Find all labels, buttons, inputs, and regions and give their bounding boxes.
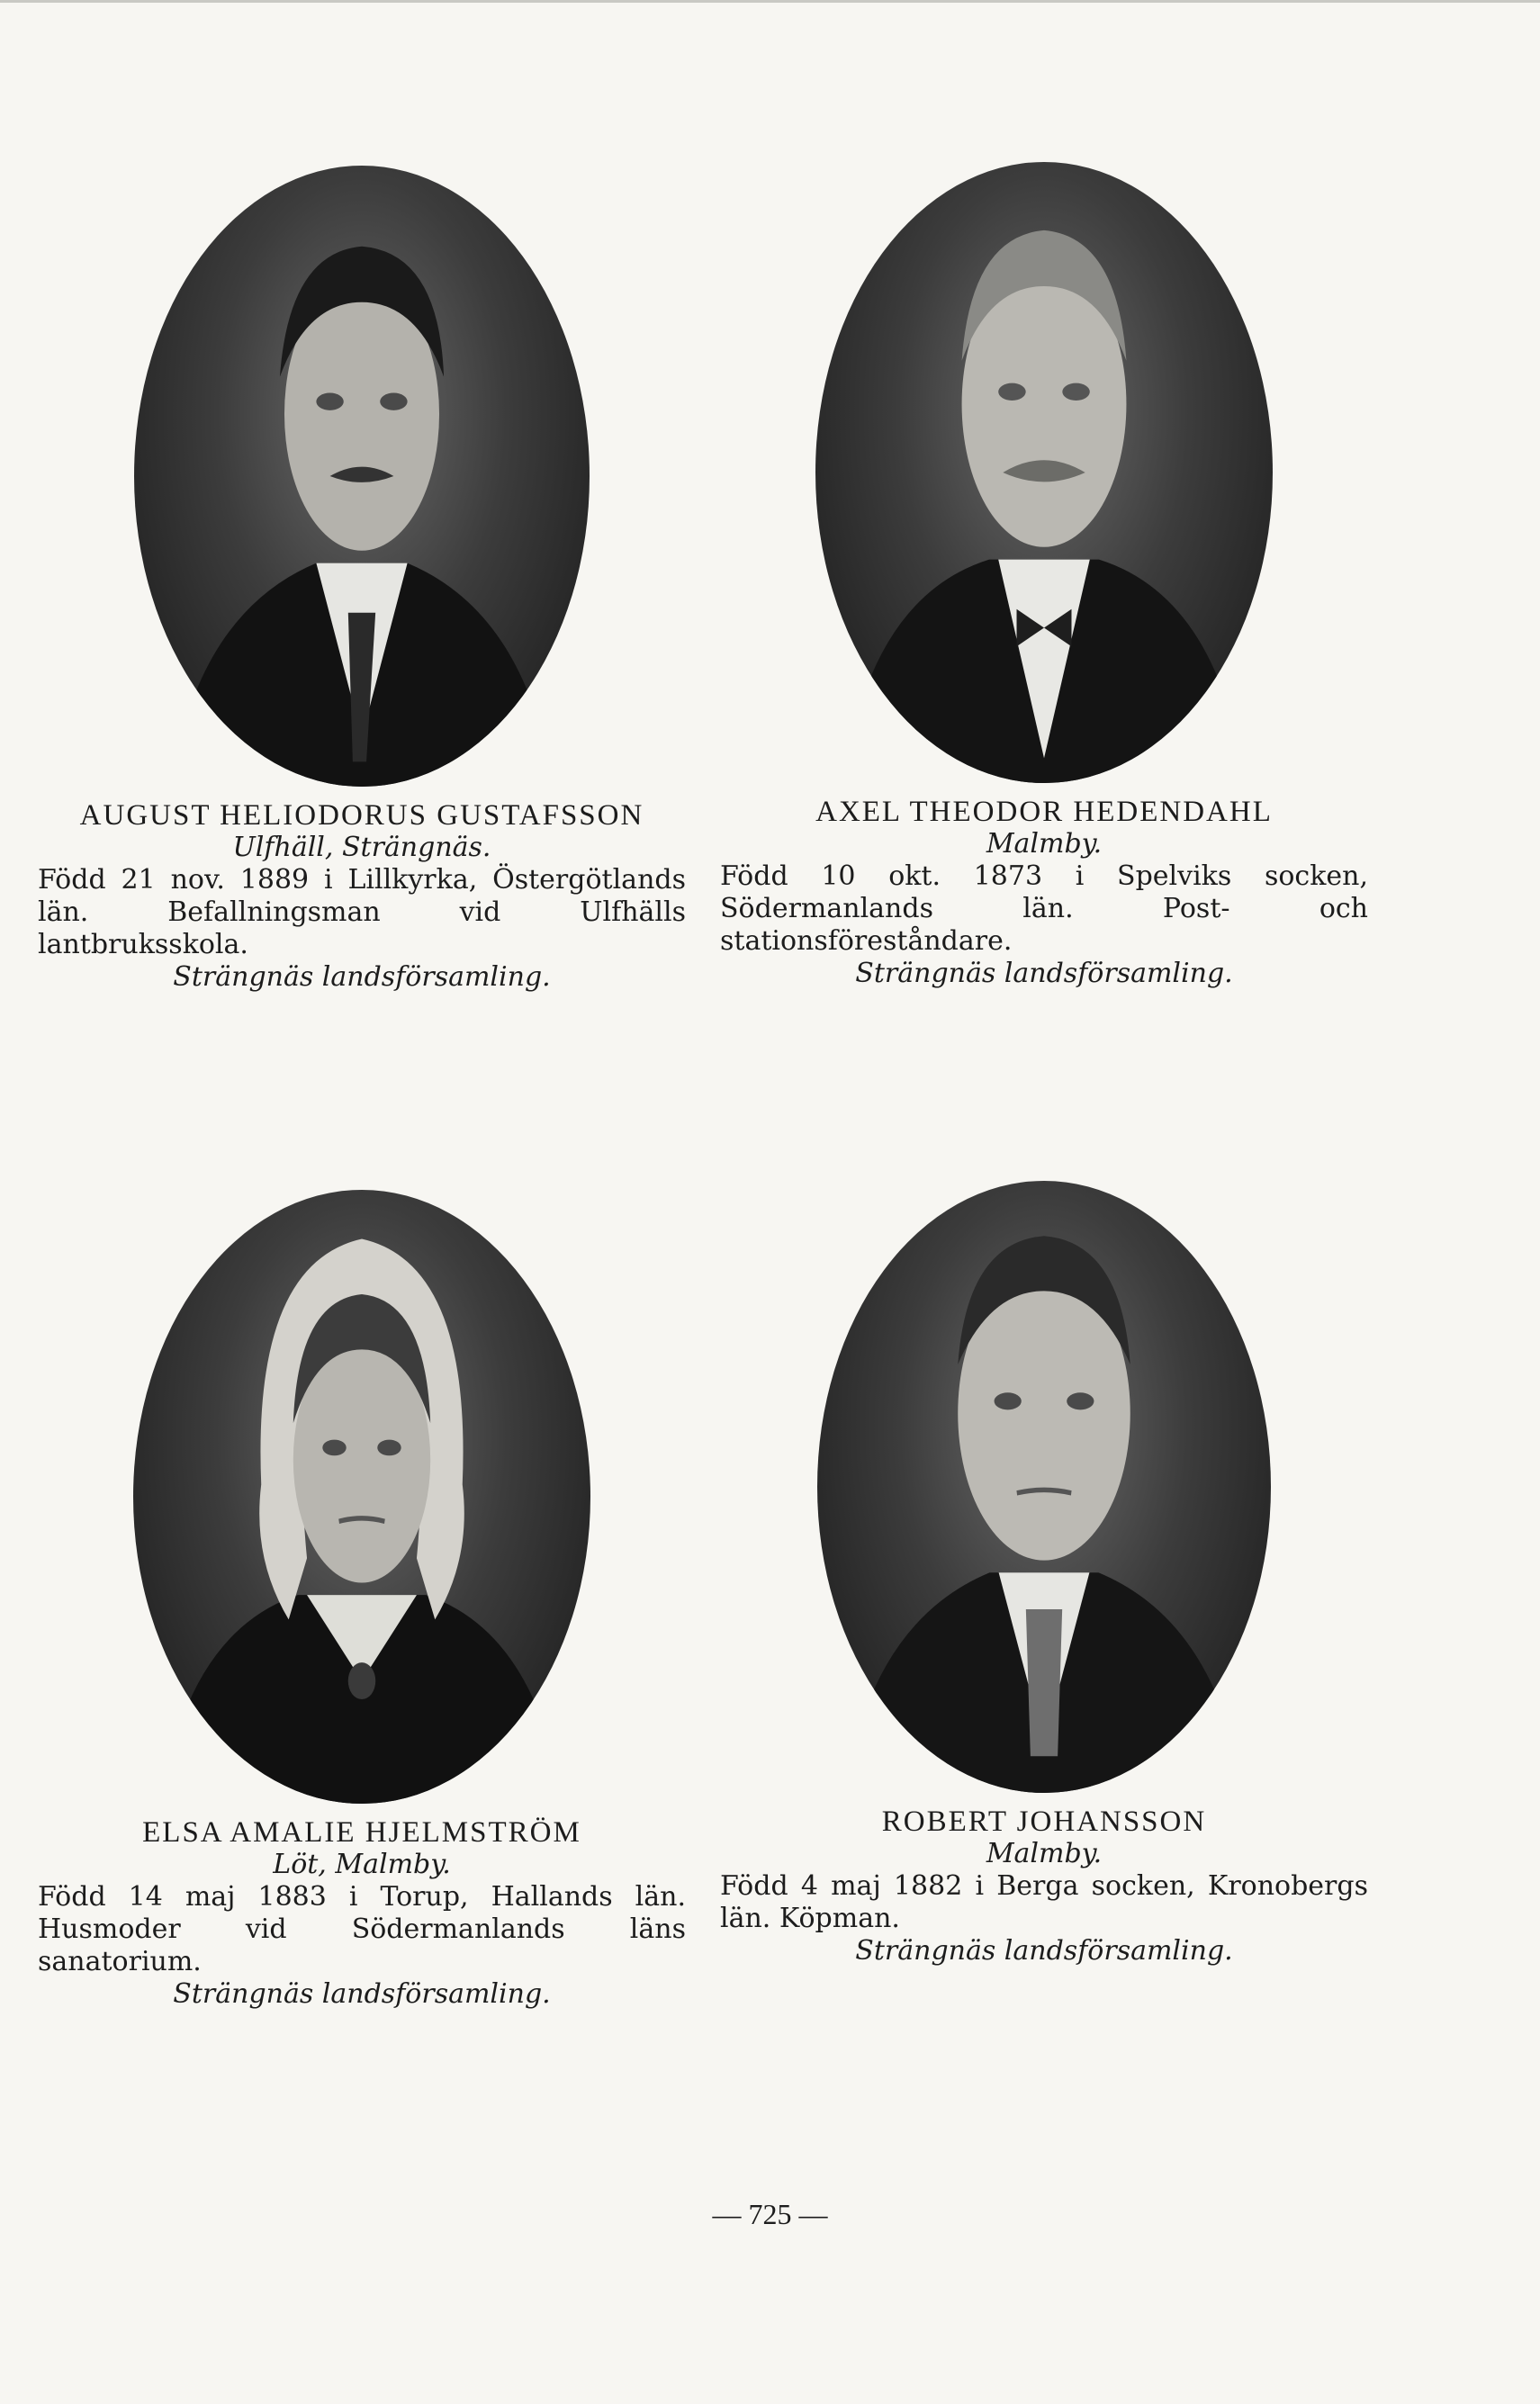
biography: Född 4 maj 1882 i Berga socken, Kronobergs län. Köpman.: [720, 1870, 1368, 1934]
entry-robert-johansson: [720, 1181, 1368, 1967]
caption: [720, 796, 1368, 990]
page-edge: [0, 0, 1540, 3]
caption: [38, 1816, 686, 2011]
biography: Född 10 okt. 1873 i Spelviks socken, Södermanlands län. Post- och stationsföreståndare.: [720, 860, 1368, 957]
residence: Ulfhäll, Strängnäs.: [232, 832, 491, 863]
portrait-photo: [134, 166, 590, 787]
portrait-photo: [817, 1181, 1271, 1793]
person-name: ROBERT JOHANSSON: [881, 1805, 1207, 1838]
parish: Strängnäs landsförsamling.: [173, 1978, 551, 2010]
caption: [38, 799, 686, 994]
entry-august-gustafsson: [38, 166, 686, 994]
person-name: AXEL THEODOR HEDENDAHL: [815, 796, 1273, 828]
person-name: ELSA AMALIE HJELMSTRÖM: [142, 1816, 581, 1849]
portrait-photo: [815, 162, 1273, 783]
parish: Strängnäs landsförsamling.: [855, 1935, 1233, 1967]
page-number: — 725 —: [712, 2198, 828, 2230]
caption: [720, 1805, 1368, 1967]
entry-axel-hedendahl: [720, 162, 1368, 990]
parish: Strängnäs landsförsamling.: [173, 961, 551, 993]
entry-elsa-hjelmstrom: [38, 1190, 686, 2011]
residence: Malmby.: [986, 828, 1103, 860]
portrait-photo: [133, 1190, 590, 1804]
residence: Löt, Malmby.: [273, 1849, 451, 1880]
biography: Född 21 nov. 1889 i Lillkyrka, Östergötlands län. Befallningsman vid Ulfhälls lantbruksskola.: [38, 864, 686, 960]
biography: Född 14 maj 1883 i Torup, Hallands län. Husmoder vid Södermanlands läns sanatorium.: [38, 1881, 686, 1977]
residence: Malmby.: [986, 1838, 1103, 1869]
parish: Strängnäs landsförsamling.: [855, 958, 1233, 989]
person-name: AUGUST HELIODORUS GUSTAFSSON: [79, 799, 644, 832]
